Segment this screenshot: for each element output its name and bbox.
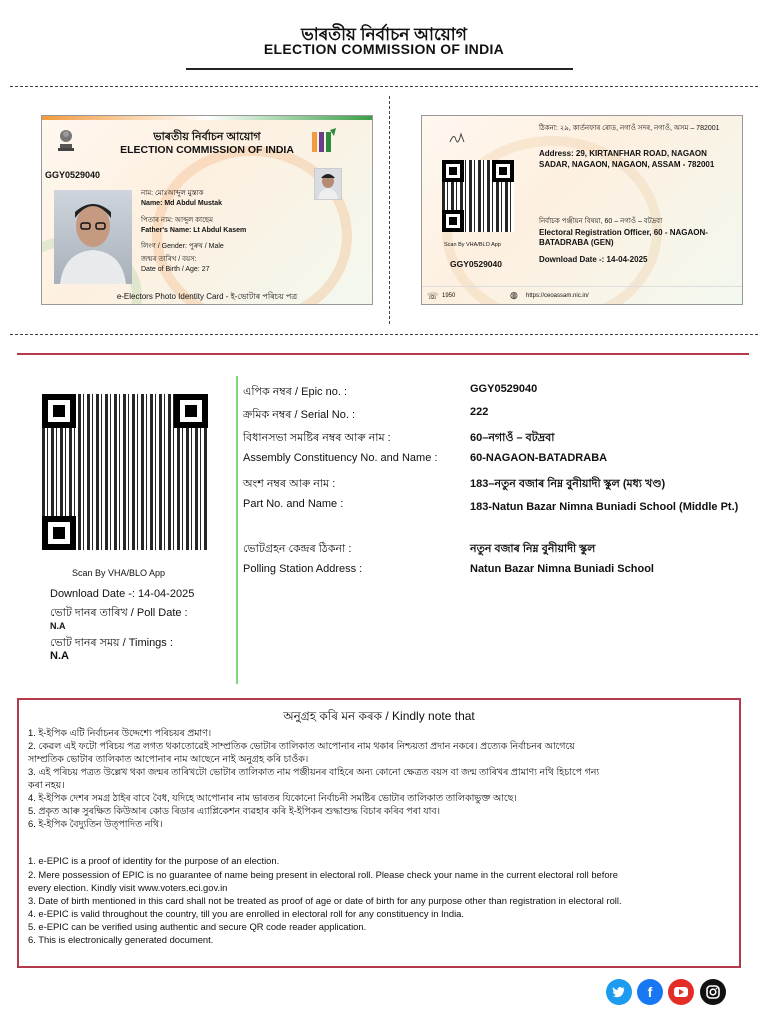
card-epic-number: GGY0529040 [45,170,101,180]
facebook-icon[interactable]: f [637,979,663,1005]
assembly-value-english: 60-NAGAON-BATADRABA [470,452,608,464]
card-dob-assamese: জন্মৰ তাৰিখ / বয়স: [141,256,197,263]
part-label-english: Part No. and Name : [243,498,344,510]
part-value-english: 183-Natun Bazar Nimna Buniadi School (Middle Pt.) [470,501,739,513]
assembly-value-assamese: 60–নগাওঁ – বটদ্ৰবা [470,432,555,444]
helpline-number: 1950 [442,293,456,299]
website-url: https://ceoassam.nic.in/ [526,293,589,299]
note-as-2b: সাম্প্ৰতিক ভোটাৰ তালিকাত আপোনাৰ নাম আছেনে নাই অনুগ্ৰহ কৰি চাওঁক। [28,753,309,764]
cut-line-top [10,86,758,87]
note-en-5: 5. e-EPIC can be verified using authentic and secure QR code reader application. [28,921,367,932]
card-qr-code [442,160,514,232]
card-father-english: Father's Name: Lt Abdul Kasem [141,227,247,234]
note-en-2: 2. Mere possession of EPIC is no guarantee of name being present in electoral roll. Please check your name in the current electoral roll before [28,869,618,880]
note-as-2: 2. কেৱল এই ফটো পৰিচয় পত্ৰ লগত থকাতোৱেই সাম্প্ৰতিক ভোটাৰ তালিকাত আপোনাৰ নাম থকাৰ নিশ্চয়তা প্ৰদান নকৰে। প্ৰত্যেক নিৰ্বাচনৰ আগেয়ে [28,740,575,751]
card-dob-english: Date of Birth / Age: 27 [141,266,210,273]
note-en-6: 6. This is electronically generated document. [28,934,214,945]
card-address-assamese: ঠিকনা: ২৯, কাৰ্তনফাৰ ৰোড, নগাওঁ সদৰ, নগাওঁ, অসম – 782001 [539,125,720,132]
youtube-icon[interactable] [668,979,694,1005]
serial-value: 222 [470,406,489,418]
card-ero-english: Electoral Registration Officer, 60 - NAGAON-BATADRABA (GEN) [539,228,708,247]
polling-address-label-english: Polling Station Address : [243,563,363,575]
header-title-english: ELECTION COMMISSION OF INDIA [263,41,505,57]
card-back-epic: GGY0529040 [450,259,502,269]
card-download-date: Download Date -: 14-04-2025 [539,255,648,264]
voter-photo-small [314,168,342,200]
poll-date-label: ভোট দানৰ তাৰিখ / Poll Date : [50,607,188,619]
card-scan-label: Scan By VHA/BLO App [444,242,501,248]
card-name-english: Name: Md Abdul Mustak [141,200,223,207]
card-title-english: ELECTION COMMISSION OF INDIA [120,144,294,156]
serial-label: ক্ৰমিক নম্বৰ / Serial No. : [243,409,356,421]
instagram-icon[interactable] [700,979,726,1005]
header-title-assamese: ভাৰতীয় নিৰ্বাচন আয়োগ [301,25,467,44]
section-divider [17,353,749,355]
details-divider [236,376,238,684]
card-ero-assamese: নিৰ্বাচক পঞ্জীয়ন বিষয়া, 60 – নগাওঁ – বটদ্ৰবা [539,218,663,225]
note-as-1: 1. ই-ইপিক এটি নিৰ্বাচনৰ উদ্দেশ্যে পৰিচয়ৰ প্ৰমাণ। [28,727,212,738]
card-father-assamese: পিতাৰ নাম: আব্দুল কাছেম [141,217,214,224]
main-qr-code [42,394,208,550]
voter-photo [54,190,132,284]
assembly-label-english: Assembly Constituency No. and Name : [243,452,438,464]
polling-address-value-english: Natun Bazar Nimna Buniadi School [470,563,654,575]
part-label-assamese: অংশ নম্বৰ আৰু নাম : [243,478,336,490]
note-en-1: 1. e-EPIC is a proof of identity for the purpose of an election. [28,855,280,866]
note-as-3b: কৰা নহয়। [28,779,65,790]
cut-line-middle [389,96,390,324]
globe-icon: ◍ [510,290,518,300]
main-download-date: Download Date -: 14-04-2025 [50,588,195,600]
part-value-assamese: 183–নতুন বজাৰ নিম্ন বুনীয়াদী স্কুল (মধ্য খণ্ড) [470,478,666,490]
note-en-2b: every election. Kindly visit www.voters.eci.gov.in [28,882,228,893]
main-scan-label: Scan By VHA/BLO App [72,568,166,578]
notes-box [17,698,741,968]
id-card-back [421,115,743,305]
polling-address-value-assamese: নতুন বজাৰ নিম্ন বুনীয়াদী স্কুল [470,543,596,555]
card-name-assamese: নাম: মোঃআব্দুল মুস্তাক [141,190,204,197]
epic-value: GGY0529040 [470,383,538,395]
timings-value: N.A [50,650,69,662]
card-gender: লিংগ / Gender: পুৰুষ / Male [141,243,224,250]
twitter-icon[interactable] [606,979,632,1005]
signature-icon [448,130,466,146]
poll-date-value: N.A [50,621,66,631]
note-en-4: 4. e-EPIC is valid throughout the country, till you are enrolled in electoral roll for any constituency in India. [28,908,464,919]
epic-label: এপিক নম্বৰ / Epic no. : [243,386,348,398]
timings-label: ভোট দানৰ সময় / Timings : [50,637,173,649]
note-as-6: 6. ই-ইপিক বৈদ্যুতিন উত্পাদিত নথি। [28,818,163,829]
phone-icon: ☏ [427,291,439,301]
note-en-3: 3. Date of birth mentioned in this card shall not be treated as proof of age or date of birth for any purpose other than registration in electoral roll. [28,895,622,906]
header-underline [186,68,573,70]
cut-line-bottom [10,334,758,335]
note-as-5: 5. প্ৰকৃত আৰু সুৰক্ষিত কিউআৰ কোড ৰিডাৰ এ্যাপ্লিকেশন ব্যৱহাৰ কৰি ই-ইপিকৰ শুদ্ধাশুদ্ধ বিচাৰ কৰিব পৰা যাব। [28,805,440,816]
polling-address-label-assamese: ভোটগ্ৰহন কেন্দ্ৰৰ ঠিকনা : [243,543,352,555]
card-address-english: Address: 29, KIRTANFHAR ROAD, NAGAON SADAR, NAGAON, NAGAON, ASSAM - 782001 [539,149,715,169]
assembly-label-assamese: বিধানসভা সমষ্টিৰ নম্বৰ আৰু নাম : [243,432,391,444]
id-card-front [41,115,373,305]
note-as-4: 4. ই-ইপিক দেশৰ সমগ্ৰ ঠাইৰ বাবে বৈধ, যদিহে আপোনাৰ নাম ভাৰতৰ যিকোনো নিৰ্বাচনী সমষ্টিৰ ভোটাৰ তালিকাত তালিকাভুক্ত আছে। [28,792,517,803]
note-as-3: 3. এই পৰিচয় পত্ৰত উল্লেখ থকা জন্মৰ তাৰিখটো ভোটাৰ তালিকাত নাম পঞ্জীয়নৰ বাহিৰে অন্য কোনো ক্ষেত্ৰত বয়স বা জন্ম তাৰিখৰ প্ৰামাণ্য নথি হিচাপে গন্য [28,766,600,777]
card-footer: e-Electors Photo Identity Card - ই-ভোটাৰ পৰিচয় পত্ৰ [116,292,298,301]
notes-title: অনুগ্ৰহ কৰি মন কৰক / Kindly note that [283,709,475,723]
card-title-assamese: ভাৰতীয় নিৰ্বাচন আয়োগ [153,131,261,143]
